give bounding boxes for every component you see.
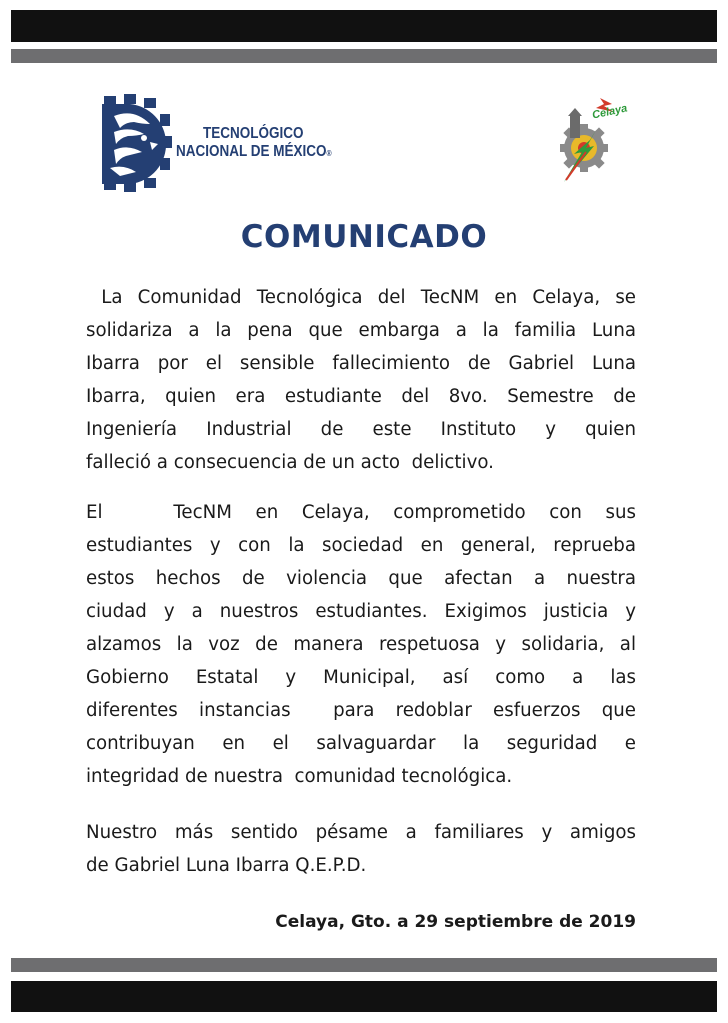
paragraph-line: estudiantes y con la sociedad en general, reprueba <box>86 535 636 556</box>
paragraph-line: diferentes instancias para redoblar esfuerzos que <box>86 700 636 721</box>
top-black-band <box>11 10 717 42</box>
celaya-logo-word: Celaya <box>591 102 629 122</box>
date-signature: Celaya, Gto. a 29 septiembre de 2019 <box>275 912 636 932</box>
registered-mark: ® <box>326 150 332 159</box>
paragraph-line: integridad de nuestra comunidad tecnológica. <box>86 766 513 787</box>
paragraph-line: Ingeniería Industrial de este Instituto y quien <box>86 419 636 440</box>
bottom-black-band <box>11 981 717 1012</box>
tecnm-logo <box>100 94 335 194</box>
logo-line-2: NACIONAL DE MÉXICO <box>176 142 327 160</box>
paragraph-line: ciudad y a nuestros estudiantes. Exigimos justicia y <box>86 601 636 622</box>
paragraph-line: La Comunidad Tecnológica del TecNM en Celaya, se <box>86 287 636 308</box>
tecnm-gear-eagle-icon <box>100 94 172 194</box>
page-title: COMUNICADO <box>240 219 488 255</box>
paragraph-line: Ibarra, quien era estudiante del 8vo. Semestre de <box>86 386 636 407</box>
paragraph-line: contribuyan en el salvaguardar la seguridad e <box>86 733 636 754</box>
paragraph-line: Gobierno Estatal y Municipal, así como a las <box>86 667 636 688</box>
paragraph-line: El TecNM en Celaya, comprometido con sus <box>86 502 636 523</box>
paragraph-3 <box>86 816 636 882</box>
paragraph-line: Nuestro más sentido pésame a familiares y amigos <box>86 822 636 843</box>
paragraph-line: de Gabriel Luna Ibarra Q.E.P.D. <box>86 855 367 876</box>
paragraph-line: estos hechos de violencia que afectan a nuestra <box>86 568 636 589</box>
paragraph-2 <box>86 496 636 793</box>
paragraph-line: alzamos la voz de manera respetuosa y solidaria, al <box>86 634 636 655</box>
tecnm-logo-text <box>176 124 332 164</box>
paragraph-line: solidariza a la pena que embarga a la familia Luna <box>86 320 636 341</box>
top-gray-band <box>11 49 717 63</box>
itc-celaya-logo <box>556 96 629 184</box>
bottom-gray-band <box>11 958 717 972</box>
paragraph-line: Ibarra por el sensible fallecimiento de Gabriel Luna <box>86 353 636 374</box>
logo-line-1: TECNOLÓGICO <box>203 124 304 142</box>
paragraph-line: falleció a consecuencia de un acto delictivo. <box>86 452 494 473</box>
paragraph-1 <box>86 281 636 479</box>
